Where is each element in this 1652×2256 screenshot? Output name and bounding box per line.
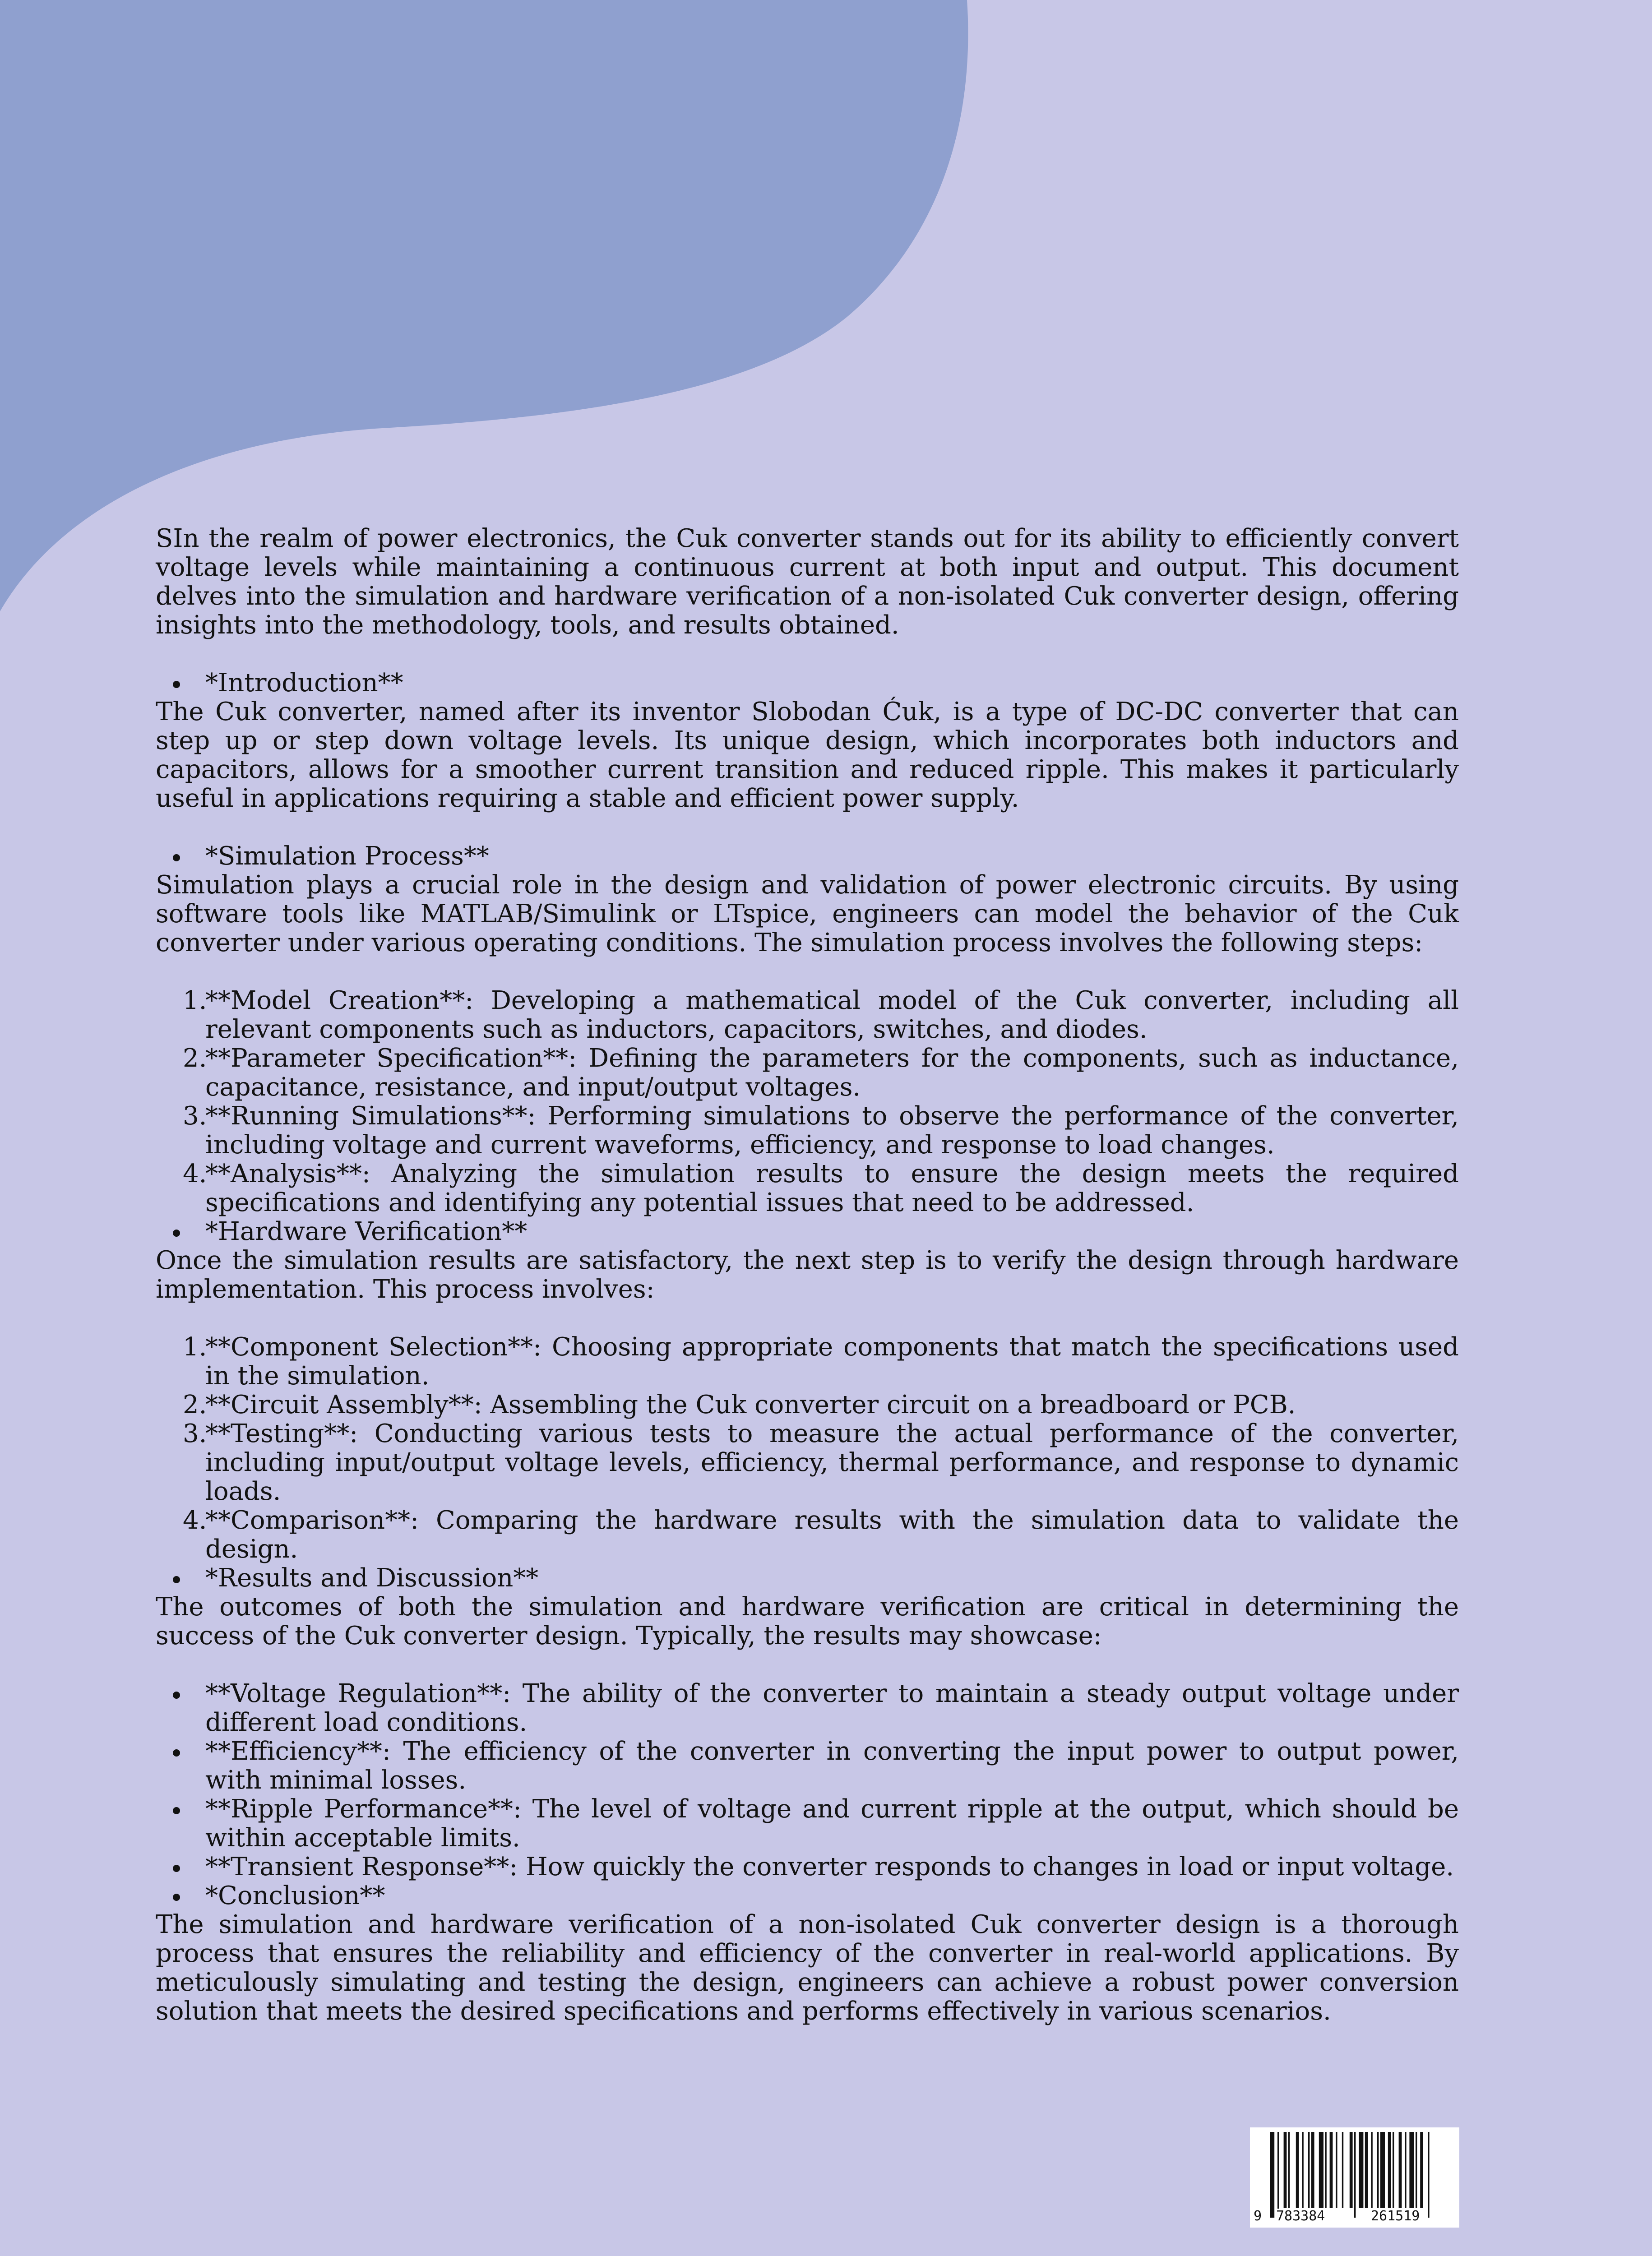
barcode-bar bbox=[1302, 2132, 1303, 2208]
results-body: The outcomes of both the simulation and hardware verification are critical in determining the success of the Cuk converter design. Typically, the results may showcase: bbox=[156, 1592, 1459, 1650]
barcode-bar bbox=[1420, 2132, 1423, 2208]
barcode-bar bbox=[1428, 2132, 1429, 2218]
barcode-bar bbox=[1336, 2132, 1337, 2208]
barcode-bar bbox=[1277, 2132, 1279, 2218]
barcode-bar bbox=[1359, 2132, 1363, 2208]
hardware-body: Once the simulation results are satisfactory, the next step is to verify the design through hardware implementation. This process involves: bbox=[156, 1246, 1459, 1304]
step-number: 1. bbox=[183, 986, 207, 1015]
barcode-bar bbox=[1399, 2132, 1402, 2208]
barcode-bar bbox=[1416, 2132, 1417, 2208]
list-item bbox=[156, 1506, 1459, 1564]
barcode-bar bbox=[1350, 2132, 1353, 2208]
list-item bbox=[156, 986, 1459, 1044]
step-number: 3. bbox=[183, 1419, 207, 1448]
barcode-bar bbox=[1308, 2132, 1310, 2208]
list-item bbox=[156, 1160, 1459, 1217]
hardware-heading: *Hardware Verification** bbox=[156, 1217, 1459, 1246]
step-number: 4. bbox=[183, 1506, 207, 1535]
list-item bbox=[156, 1102, 1459, 1160]
barcode-bar bbox=[1296, 2132, 1299, 2208]
list-item: **Voltage Regulation**: The ability of the converter to maintain a steady output voltage under different load conditions. bbox=[156, 1679, 1459, 1737]
barcode-prefix-digit: 9 bbox=[1254, 2208, 1262, 2224]
barcode-bar bbox=[1405, 2132, 1406, 2208]
barcode-bar bbox=[1409, 2132, 1414, 2208]
barcode-bar bbox=[1354, 2132, 1356, 2218]
barcode-digits-right: 261519 bbox=[1371, 2208, 1420, 2224]
intro-paragraph: SIn the realm of power electronics, the Cuk converter stands out for its ability to efficiently convert voltage levels while maintaining a continuous current at both input and output. This document delves into the simulation and hardware verification of a non-isolated Cuk converter design, offering insights into the methodology, tools, and results obtained. bbox=[156, 524, 1459, 640]
list-item bbox=[156, 1391, 1459, 1419]
conclusion-heading: *Conclusion** bbox=[156, 1882, 1459, 1910]
results-heading: *Results and Discussion** bbox=[156, 1564, 1459, 1593]
back-cover-text bbox=[156, 524, 1459, 2026]
step-text: **Circuit Assembly**: Assembling the Cuk converter circuit on a breadboard or PCB. bbox=[205, 1390, 1296, 1419]
introduction-body: The Cuk converter, named after its inventor Slobodan Ćuk, is a type of DC-DC converter that can step up or step down voltage levels. Its unique design, which incorporates both inductors and capacitors, allows for a smoother current transition and reduced ripple. This makes it particularly useful in applications requiring a stable and efficient power supply. bbox=[156, 697, 1459, 813]
step-text: **Running Simulations**: Performing simulations to observe the performance of the converter, including voltage and current waveforms, efficiency, and response to load changes. bbox=[205, 1101, 1459, 1160]
barcode-bar bbox=[1330, 2132, 1333, 2208]
barcode-bar bbox=[1311, 2132, 1314, 2208]
introduction-heading-list bbox=[156, 669, 1459, 698]
list-item: **Transient Response**: How quickly the converter responds to changes in load or input voltage. bbox=[156, 1853, 1459, 1882]
isbn-barcode bbox=[1250, 2127, 1459, 2228]
simulation-steps bbox=[156, 986, 1459, 1217]
simulation-body: Simulation plays a crucial role in the design and validation of power electronic circuits. By using software tools like MATLAB/Simulink or LTspice, engineers can model the behavior of the Cuk converter under various operating conditions. The simulation process involves the following steps: bbox=[156, 870, 1459, 957]
barcode-bar bbox=[1365, 2132, 1368, 2208]
barcode-bar bbox=[1371, 2132, 1372, 2208]
step-number: 2. bbox=[183, 1390, 207, 1419]
simulation-heading-list bbox=[156, 842, 1459, 871]
list-item: **Efficiency**: The efficiency of the converter in converting the input power to output power, with minimal losses. bbox=[156, 1737, 1459, 1795]
results-bullets bbox=[156, 1679, 1459, 1882]
step-text: **Component Selection**: Choosing appropriate components that match the specifications used in the simulation. bbox=[205, 1332, 1459, 1391]
hardware-heading-list bbox=[156, 1217, 1459, 1246]
barcode-bar bbox=[1380, 2132, 1385, 2208]
barcode-bar bbox=[1319, 2132, 1323, 2208]
barcode-bar bbox=[1284, 2132, 1287, 2208]
step-text: **Testing**: Conducting various tests to measure the actual performance of the converter, including input/output voltage levels, efficiency, thermal performance, and response to dynamic loads. bbox=[205, 1419, 1459, 1506]
step-number: 4. bbox=[183, 1159, 207, 1188]
barcode-bar bbox=[1270, 2132, 1274, 2218]
step-number: 1. bbox=[183, 1332, 207, 1362]
wave-shape-fill bbox=[0, 0, 968, 611]
step-text: **Model Creation**: Developing a mathematical model of the Cuk converter, including all relevant components such as inductors, capacitors, switches, and diodes. bbox=[205, 986, 1459, 1044]
barcode-digits-left: 783384 bbox=[1276, 2208, 1325, 2224]
barcode-bar bbox=[1342, 2132, 1343, 2208]
conclusion-body: The simulation and hardware verification of a non-isolated Cuk converter design is a thorough process that ensures the reliability and efficiency of the converter in real-world applications. By meticulously simulating and testing the design, engineers can achieve a robust power conversion solution that meets the desired specifications and performs effectively in various scenarios. bbox=[156, 1910, 1459, 2026]
step-number: 3. bbox=[183, 1101, 207, 1131]
introduction-heading: *Introduction** bbox=[156, 669, 1459, 698]
list-item: **Ripple Performance**: The level of voltage and current ripple at the output, which should be within acceptable limits. bbox=[156, 1795, 1459, 1853]
barcode-bar bbox=[1393, 2132, 1394, 2208]
list-item bbox=[156, 1044, 1459, 1102]
list-item bbox=[156, 1419, 1459, 1506]
results-heading-list bbox=[156, 1564, 1459, 1593]
step-text: **Parameter Specification**: Defining the parameters for the components, such as inductance, capacitance, resistance, and input/output voltages. bbox=[205, 1044, 1459, 1102]
step-number: 2. bbox=[183, 1044, 207, 1073]
hardware-steps bbox=[156, 1333, 1459, 1564]
conclusion-heading-list bbox=[156, 1882, 1459, 1910]
barcode-bar bbox=[1325, 2132, 1326, 2208]
barcode-bar bbox=[1388, 2132, 1391, 2208]
step-text: **Comparison**: Comparing the hardware results with the simulation data to validate the design. bbox=[205, 1506, 1459, 1564]
step-text: **Analysis**: Analyzing the simulation results to ensure the design meets the required specifications and identifying any potential issues that need to be addressed. bbox=[205, 1159, 1459, 1217]
list-item bbox=[156, 1333, 1459, 1391]
barcode-bar bbox=[1288, 2132, 1290, 2208]
barcode-bar bbox=[1377, 2132, 1379, 2208]
simulation-heading: *Simulation Process** bbox=[156, 842, 1459, 871]
